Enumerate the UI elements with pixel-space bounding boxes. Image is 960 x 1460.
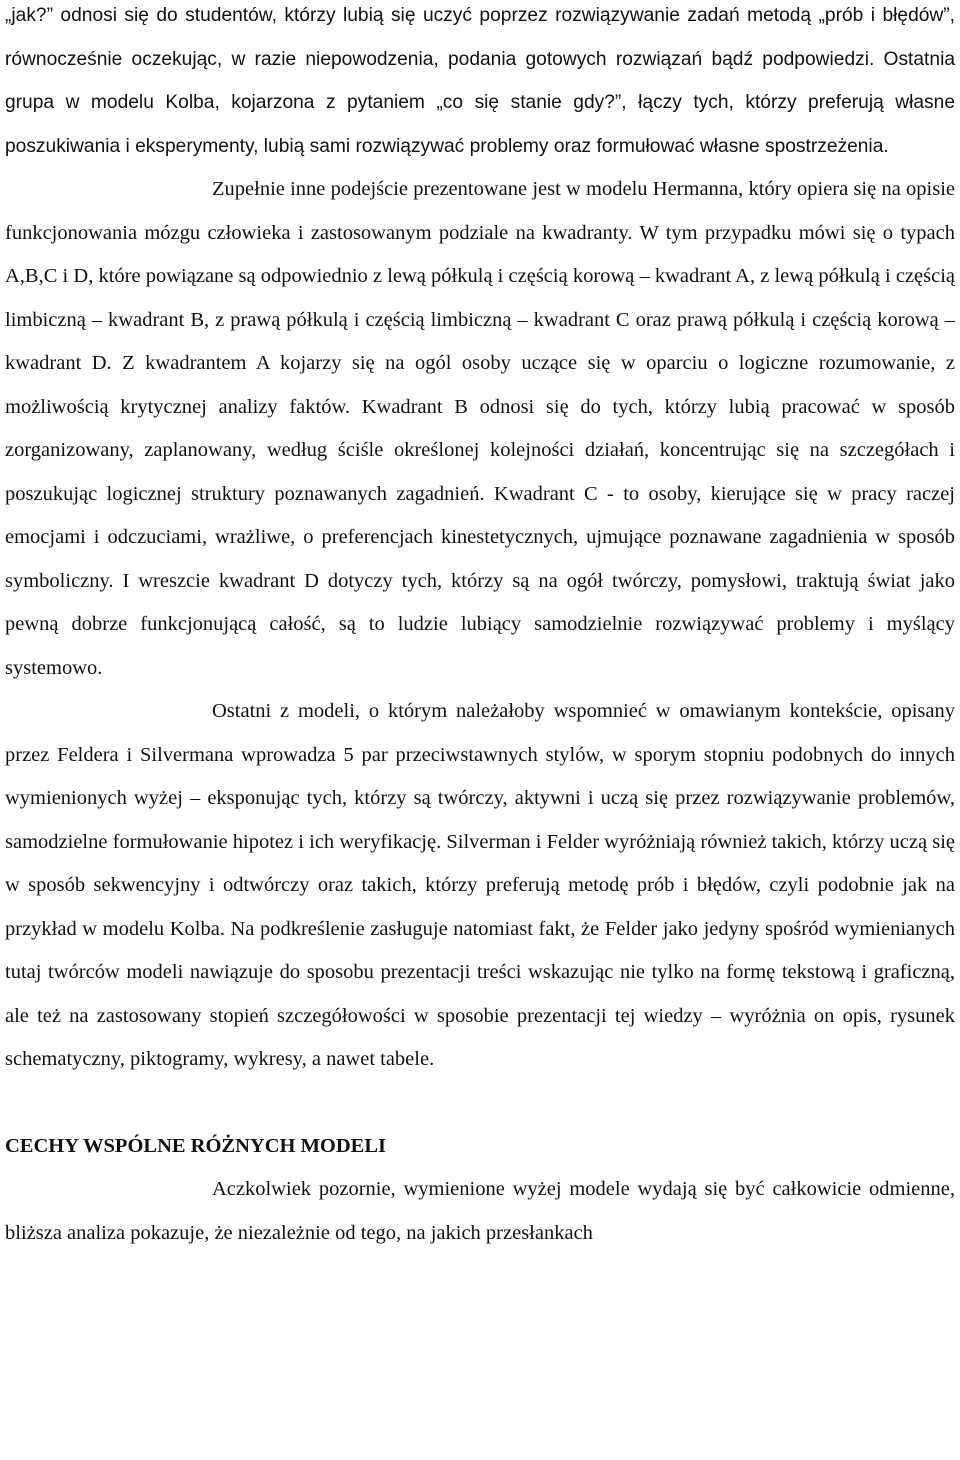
document-page <box>5 0 955 1255</box>
paragraph-common-features: Aczkolwiek pozornie, wymienione wyżej modele wydają się być całkowicie odmienne, bliższa analiza pokazuje, że niezależnie od tego, na jakich przesłankach <box>5 1178 955 1244</box>
paragraph-hermann-model: Zupełnie inne podejście prezentowane jest w modelu Hermanna, który opiera się na opisie funkcjonowania mózgu człowieka i zastosowanym podziale na kwadranty. W tym przypadku mówi się o typach A,B,C i D, które powiązane są odpowiednio z lewą półkulą i częścią korową – kwadrant A, z lewą półkulą i częścią limbiczną – kwadrant B, z prawą półkulą i częścią limbiczną – kwadrant C oraz prawą półkulą i częścią korową – kwadrant D. Z kwadrantem A kojarzy się na ogól osoby uczące się w oparciu o logiczne rozumowanie, z możliwością krytycznej analizy faktów. Kwadrant B odnosi się do tych, którzy lubią pracować w sposób zorganizowany, zaplanowany, według ściśle określonej kolejności działań, koncentrując się na szczegółach i poszukując logicznej struktury poznawanych zagadnień. Kwadrant C - to osoby, kierujące się w pracy raczej emocjami i odczuciami, wrażliwe, o preferencjach kinestetycznych, ujmujące poznawane zagadnienia w sposób symboliczny. I wreszcie kwadrant D dotyczy tych, którzy są na ogół twórczy, pomysłowi, traktują świat jako pewną dobrze funkcjonującą całość, są to ludzie lubiący samodzielnie rozwiązywać problemy i myślący systemowo. <box>5 178 955 679</box>
section-heading: CECHY WSPÓLNE RÓŻNYCH MODELI <box>5 1134 387 1157</box>
paragraph-felder-silverman-model: Ostatni z modeli, o którym należałoby wspomnieć w omawianym kontekście, opisany przez Feldera i Silvermana wprowadza 5 par przeciwstawnych stylów, w sporym stopniu podobnych do innych wymienionych wyżej – eksponując tych, którzy są twórczy, aktywni i uczą się przez rozwiązywanie problemów, samodzielne formułowanie hipotez i ich weryfikację. Silverman i Felder wyróżniają również takich, którzy uczą się w sposób sekwencyjny i odtwórczy oraz takich, którzy preferują metodę prób i błędów, czyli podobnie jak na przykład w modelu Kolba. Na podkreślenie zasługuje natomiast fakt, że Felder jako jedyny spośród wymienianych tutaj twórców modeli nawiązuje do sposobu prezentacji treści wskazując nie tylko na formę tekstową i graficzną, ale też na zastosowany stopień szczegółowości w sposobie prezentacji tej wiedzy – wyróżnia on opis, rysunek schematyczny, piktogramy, wykresy, a nawet tabele. <box>5 700 955 1070</box>
paragraph-kolba-groups: „jak?” odnosi się do studentów, którzy lubią się uczyć poprzez rozwiązywanie zadań metodą „prób i błędów”, równocześnie oczekując, w razie niepowodzenia, podania gotowych rozwiązań bądź podpowiedzi. Ostatnia grupa w modelu Kolba, kojarzona z pytaniem „co się stanie gdy?”, łączy tych, którzy preferują własne poszukiwania i eksperymenty, lubią sami rozwiązywać problemy oraz formułować własne spostrzeżenia. <box>5 5 955 157</box>
